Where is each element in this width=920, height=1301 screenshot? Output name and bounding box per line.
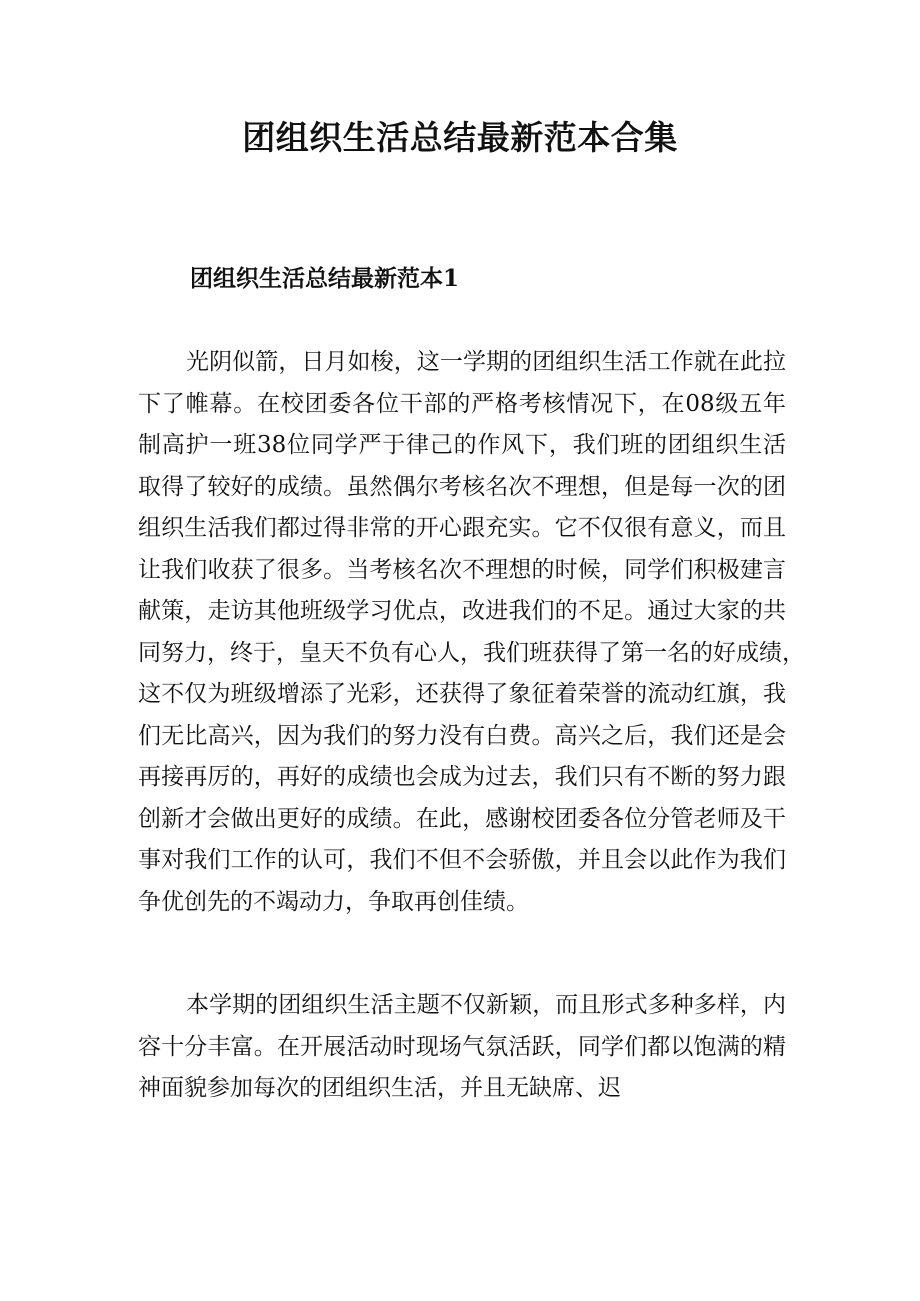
- paragraph-line: 争优创先的不竭动力，争取再创佳绩。: [138, 888, 529, 915]
- paragraph-line: 神面貌参加每次的团组织生活，并且无缺席、迟: [138, 1075, 621, 1101]
- paragraph-line: 下了帷幕。在校团委各位干部的严格考核情况下，在08级五年: [138, 390, 786, 417]
- paragraph-line: 让我们收获了很多。当考核名次不理想的时候，同学们积极建言: [138, 556, 786, 583]
- paragraph-line: 组织生活我们都过得非常的开心跟充实。它不仅很有意义，而且: [138, 515, 786, 541]
- paragraph-line: 创新才会做出更好的成绩。在此，感谢校团委各位分管老师及干: [138, 805, 786, 832]
- body-paragraph-1: [138, 342, 805, 923]
- section-heading: 团组织生活总结最新范本1: [190, 265, 460, 292]
- body-paragraph-2: [138, 985, 786, 1110]
- paragraph-line: 本学期的团组织生活主题不仅新颖，而且形式多种多样，内: [186, 992, 786, 1018]
- paragraph-line: 这不仅为班级增添了光彩，还获得了象征着荣誉的流动红旗，我: [138, 681, 786, 707]
- paragraph-line: 事对我们工作的认可，我们不但不会骄傲，并且会以此作为我们: [138, 847, 786, 873]
- paragraph-line: 制高护一班38位同学严于律己的作风下，我们班的团组织生活: [138, 432, 786, 458]
- paragraph-line: 同努力，终于，皇天不负有心人，我们班获得了第一名的好成绩，: [138, 639, 805, 666]
- paragraph-line: 献策，走访其他班级学习优点，改进我们的不足。通过大家的共: [138, 598, 786, 624]
- paragraph-line: 容十分丰富。在开展活动时现场气氛活跃，同学们都以饱满的精: [138, 1033, 786, 1060]
- paragraph-line: 光阴似箭，日月如梭，这一学期的团组织生活工作就在此拉: [186, 349, 786, 375]
- document-title: 团组织生活总结最新范本合集: [242, 118, 678, 157]
- paragraph-line: 取得了较好的成绩。虽然偶尔考核名次不理想，但是每一次的团: [138, 473, 786, 500]
- paragraph-line: 们无比高兴，因为我们的努力没有白费。高兴之后，我们还是会: [138, 722, 786, 749]
- paragraph-line: 再接再厉的，再好的成绩也会成为过去，我们只有不断的努力跟: [138, 764, 786, 790]
